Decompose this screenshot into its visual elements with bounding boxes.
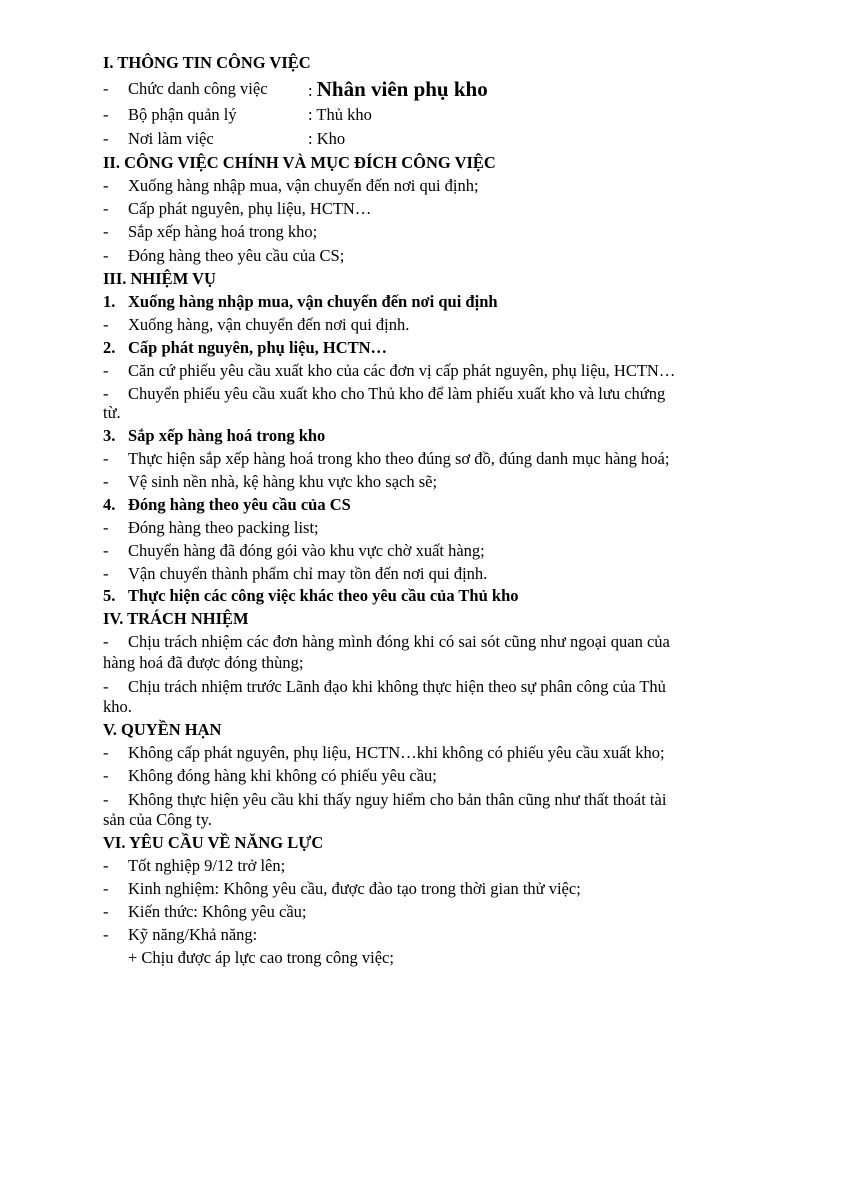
list-item-text: Thực hiện sắp xếp hàng hoá trong kho theo đúng sơ đồ, đúng danh mục hàng hoá; [128,449,670,468]
task-number: 5. [103,586,116,605]
section-title: III. NHIỆM VỤ [103,269,216,288]
bullet-dash: - [103,879,109,898]
bullet-dash: - [103,129,109,148]
bullet-dash: - [103,766,109,785]
sub-list-item-text: + Chịu được áp lực cao trong công việc; [128,948,394,967]
list-item-text: Vận chuyển thành phẩm chỉ may tồn đến nơi qui định. [128,564,488,583]
bullet-dash: - [103,105,109,124]
section-title: VI. YÊU CẦU VỀ NĂNG LỰC [103,833,324,852]
bullet-dash: - [103,743,109,762]
list-item-text: Đóng hàng theo packing list; [128,518,319,537]
list-item-text: Kỹ năng/Khả năng: [128,925,258,944]
list-item-text: Căn cứ phiếu yêu cầu xuất kho của các đơn vị cấp phát nguyên, phụ liệu, HCTN… [128,361,676,380]
list-item-text: Chuyển hàng đã đóng gói vào khu vực chờ xuất hàng; [128,541,485,560]
list-item-text: Không đóng hàng khi không có phiếu yêu cầu; [128,766,437,785]
info-label: Chức danh công việc [128,79,268,98]
task-number: 1. [103,292,116,311]
list-item-text: Vệ sinh nền nhà, kệ hàng khu vực kho sạch sẽ; [128,472,438,491]
bullet-dash: - [103,541,109,560]
job-title: Nhân viên phụ kho [316,77,488,101]
section-title: V. QUYỀN HẠN [103,720,222,739]
bullet-dash: - [103,472,109,491]
list-item-text: Xuống hàng, vận chuyển đến nơi qui định. [128,315,410,334]
task-number: 4. [103,495,116,514]
info-label: Bộ phận quản lý [128,105,237,124]
list-item-text: hàng hoá đã được đóng thùng; [103,653,304,672]
bullet-dash: - [103,790,109,809]
list-item-text: Không cấp phát nguyên, phụ liệu, HCTN…khi không có phiếu yêu cầu xuất kho; [128,743,665,762]
list-item-text: Kiến thức: Không yêu cầu; [128,902,307,921]
task-number: 2. [103,338,116,357]
list-item-text: Xuống hàng nhập mua, vận chuyển đến nơi qui định; [128,176,479,195]
list-item-text: từ. [103,403,121,422]
bullet-dash: - [103,902,109,921]
list-item-text: Chuyển phiếu yêu cầu xuất kho cho Thủ kho để làm phiếu xuất kho và lưu chứng [128,384,666,403]
task-title: Xuống hàng nhập mua, vận chuyển đến nơi qui định [128,292,498,311]
task-title: Thực hiện các công việc khác theo yêu cầu của Thủ kho [128,586,519,605]
list-item-text: Không thực hiện yêu cầu khi thấy nguy hiểm cho bản thân cũng như thất thoát tài [128,790,667,809]
list-item-text: Kinh nghiệm: Không yêu cầu, được đào tạo trong thời gian thử việc; [128,879,581,898]
bullet-dash: - [103,449,109,468]
section-title: IV. TRÁCH NHIỆM [103,609,249,628]
bullet-dash: - [103,246,109,265]
bullet-dash: - [103,518,109,537]
list-item-text: Chịu trách nhiệm các đơn hàng mình đóng khi có sai sót cũng như ngoại quan của [128,632,670,651]
list-item-text: Tốt nghiệp 9/12 trở lên; [128,856,286,875]
info-value: : Kho [308,129,346,148]
bullet-dash: - [103,856,109,875]
task-title: Đóng hàng theo yêu cầu của CS [128,495,351,514]
bullet-dash: - [103,564,109,583]
task-title: Cấp phát nguyên, phụ liệu, HCTN… [128,338,388,357]
list-item-text: Cấp phát nguyên, phụ liệu, HCTN… [128,199,372,218]
bullet-dash: - [103,176,109,195]
bullet-dash: - [103,632,109,651]
list-item-text: kho. [103,697,132,716]
list-item-text: Đóng hàng theo yêu cầu của CS; [128,246,345,265]
bullet-dash: - [103,384,109,403]
bullet-dash: - [103,677,109,696]
list-item-text: Chịu trách nhiệm trước Lãnh đạo khi không thực hiện theo sự phân công của Thủ [128,677,666,696]
bullet-dash: - [103,925,109,944]
info-value: : Thủ kho [308,105,372,124]
info-colon: : [308,81,317,100]
task-title: Sắp xếp hàng hoá trong kho [128,426,326,445]
bullet-dash: - [103,79,109,98]
info-label: Nơi làm việc [128,129,214,148]
bullet-dash: - [103,315,109,334]
info-value [308,79,488,101]
list-item-text: Sắp xếp hàng hoá trong kho; [128,222,318,241]
section-title: II. CÔNG VIỆC CHÍNH VÀ MỤC ĐÍCH CÔNG VIỆC [103,153,496,172]
bullet-dash: - [103,361,109,380]
bullet-dash: - [103,199,109,218]
list-item-text: sản của Công ty. [103,810,212,829]
section-title: I. THÔNG TIN CÔNG VIỆC [103,53,311,72]
bullet-dash: - [103,222,109,241]
task-number: 3. [103,426,116,445]
